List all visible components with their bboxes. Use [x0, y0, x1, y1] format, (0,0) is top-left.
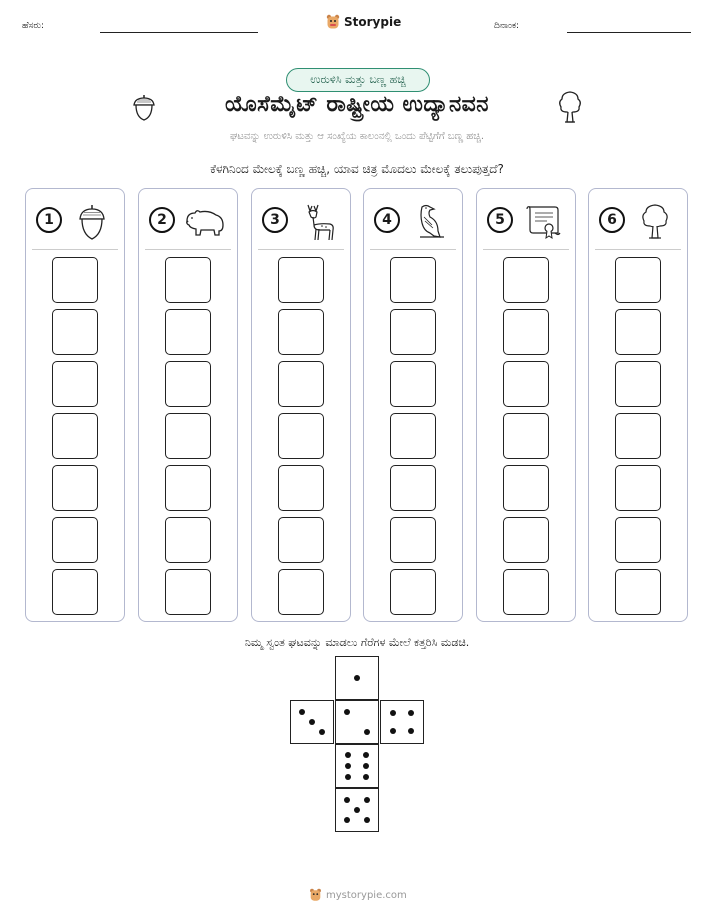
die-pip	[345, 763, 351, 769]
color-box[interactable]	[503, 361, 549, 407]
scroll-icon	[521, 203, 565, 241]
die-pip	[408, 710, 414, 716]
color-box[interactable]	[278, 413, 324, 459]
color-box[interactable]	[165, 465, 211, 511]
storypie-mascot-icon	[309, 888, 322, 902]
color-box[interactable]	[390, 465, 436, 511]
die-pip	[354, 675, 360, 681]
column-divider	[370, 249, 456, 250]
storypie-mascot-icon	[326, 14, 340, 30]
color-box[interactable]	[615, 309, 661, 355]
die-pip	[363, 763, 369, 769]
color-box[interactable]	[615, 569, 661, 615]
color-box[interactable]	[52, 569, 98, 615]
column-number: 6	[599, 207, 625, 233]
color-box[interactable]	[165, 361, 211, 407]
column-number: 4	[374, 207, 400, 233]
date-line[interactable]	[567, 32, 691, 33]
name-line[interactable]	[100, 32, 258, 33]
die-face-1	[335, 656, 379, 700]
color-box[interactable]	[615, 257, 661, 303]
column-number: 2	[149, 207, 175, 233]
die-face-2	[335, 700, 379, 744]
color-box[interactable]	[165, 257, 211, 303]
color-box[interactable]	[165, 569, 211, 615]
die-pip	[344, 817, 350, 823]
color-box[interactable]	[52, 309, 98, 355]
date-label: ದಿನಾಂಕ:	[494, 21, 520, 31]
column-divider	[145, 249, 231, 250]
color-box[interactable]	[52, 517, 98, 563]
die-pip	[364, 729, 370, 735]
color-box[interactable]	[503, 257, 549, 303]
color-box[interactable]	[615, 413, 661, 459]
die-face-4	[380, 700, 424, 744]
column-2	[138, 188, 238, 622]
die-pip	[299, 709, 305, 715]
acorn-icon	[131, 92, 157, 122]
color-box[interactable]	[278, 465, 324, 511]
color-box[interactable]	[278, 569, 324, 615]
color-box[interactable]	[615, 517, 661, 563]
column-divider	[595, 249, 681, 250]
column-divider	[483, 249, 569, 250]
die-pip	[345, 752, 351, 758]
color-box[interactable]	[52, 361, 98, 407]
die-pip	[390, 728, 396, 734]
column-6	[588, 188, 688, 622]
column-divider	[258, 249, 344, 250]
color-box[interactable]	[390, 309, 436, 355]
deer-icon	[296, 203, 340, 241]
color-box[interactable]	[615, 361, 661, 407]
brand-name: Storypie	[344, 15, 402, 29]
bear-icon	[183, 203, 227, 241]
die-instruction: ನಿಮ್ಮ ಸ್ವಂತ ಘಟವನ್ನು ಮಾಡಲು ಗೆರೆಗಳ ಮೇಲೆ ಕತ್ತರಿಸಿ ಮಡಚಿ.	[244, 636, 470, 649]
die-face-5	[335, 788, 379, 832]
column-1	[25, 188, 125, 622]
color-box[interactable]	[390, 517, 436, 563]
column-number: 1	[36, 207, 62, 233]
die-pip	[363, 774, 369, 780]
die-pip	[408, 728, 414, 734]
color-box[interactable]	[278, 361, 324, 407]
die-pip	[354, 807, 360, 813]
color-box[interactable]	[52, 257, 98, 303]
color-box[interactable]	[503, 569, 549, 615]
color-box[interactable]	[165, 309, 211, 355]
die-face-3	[290, 700, 334, 744]
die-pip	[309, 719, 315, 725]
tree-icon	[557, 90, 583, 124]
question-text: ಕೆಳಗಿನಿಂದ ಮೇಲಕ್ಕೆ ಬಣ್ಣ ಹಚ್ಚಿ, ಯಾವ ಚಿತ್ರ ಮೊದಲು ಮೇಲಕ್ಕೆ ತಲುಪುತ್ತದೆ?	[210, 162, 504, 176]
die-pip	[364, 797, 370, 803]
color-box[interactable]	[278, 309, 324, 355]
color-box[interactable]	[278, 517, 324, 563]
column-number: 5	[487, 207, 513, 233]
eagle-icon	[408, 203, 452, 241]
die-pip	[319, 729, 325, 735]
die-pip	[344, 797, 350, 803]
color-box[interactable]	[52, 465, 98, 511]
die-pip	[345, 774, 351, 780]
color-box[interactable]	[615, 465, 661, 511]
color-box[interactable]	[503, 413, 549, 459]
color-box[interactable]	[503, 309, 549, 355]
die-pip	[344, 709, 350, 715]
column-3	[251, 188, 351, 622]
color-box[interactable]	[503, 465, 549, 511]
die-net	[290, 656, 424, 836]
brand-logo	[326, 14, 401, 30]
tree-icon	[633, 203, 677, 241]
die-pip	[390, 710, 396, 716]
color-box[interactable]	[278, 257, 324, 303]
page-subtitle: ಘಟವನ್ನು ಉರುಳಿಸಿ ಮತ್ತು ಆ ಸಂಖ್ಯೆಯ ಕಾಲಂನಲ್ಲಿ ಒಂದು ಪೆಟ್ಟಿಗೆಗೆ ಬಣ್ಣ ಹಚ್ಚಿ.	[229, 131, 485, 142]
page-title: ಯೊಸೆಮೈಟ್ ರಾಷ್ಟ್ರೀಯ ಉದ್ಯಾನವನ	[224, 92, 490, 117]
column-divider	[32, 249, 118, 250]
name-label: ಹೆಸರು:	[22, 21, 45, 31]
footer-url[interactable]: mystorypie.com	[326, 889, 407, 901]
column-number: 3	[262, 207, 288, 233]
color-box[interactable]	[390, 413, 436, 459]
color-box[interactable]	[390, 569, 436, 615]
column-4	[363, 188, 463, 622]
column-5	[476, 188, 576, 622]
die-pip	[363, 752, 369, 758]
color-box[interactable]	[390, 257, 436, 303]
die-face-6	[335, 744, 379, 788]
acorn-icon	[70, 203, 114, 241]
footer	[309, 888, 407, 902]
color-box[interactable]	[390, 361, 436, 407]
color-box[interactable]	[165, 413, 211, 459]
color-box[interactable]	[165, 517, 211, 563]
activity-badge: ಉರುಳಿಸಿ ಮತ್ತು ಬಣ್ಣ ಹಚ್ಚಿ	[286, 68, 430, 92]
die-pip	[364, 817, 370, 823]
color-box[interactable]	[503, 517, 549, 563]
color-box[interactable]	[52, 413, 98, 459]
